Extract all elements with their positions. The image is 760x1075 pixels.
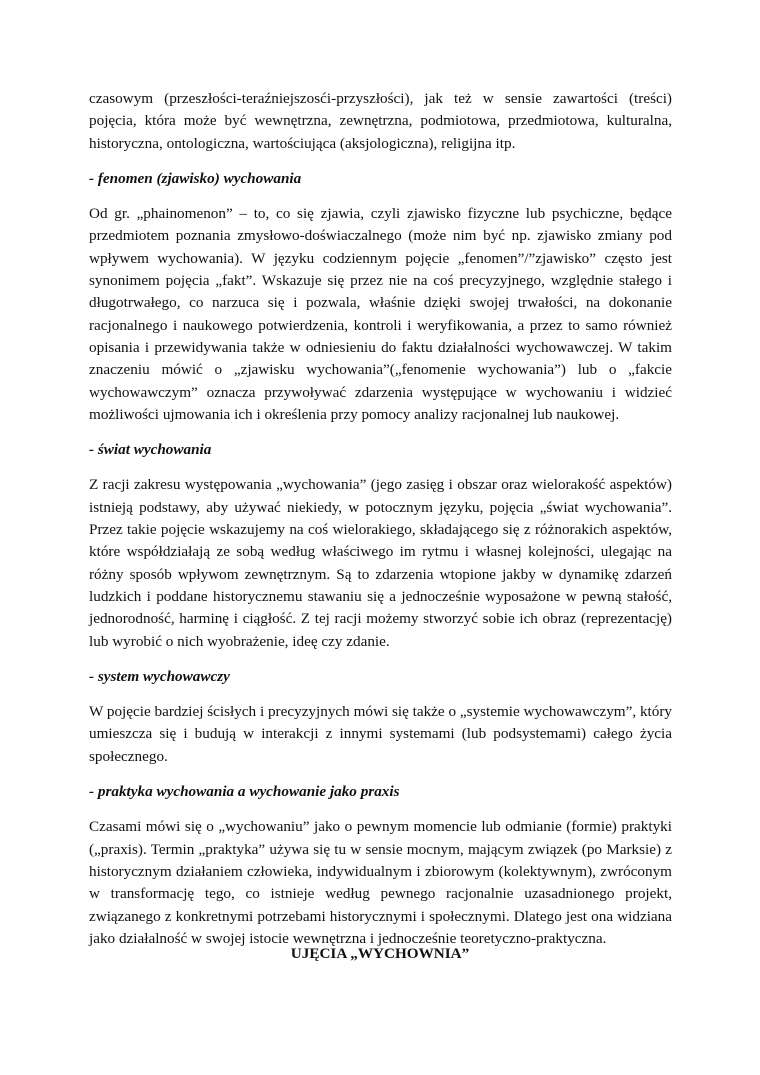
section-title: UJĘCIA „WYCHOWNIA”	[290, 945, 470, 962]
heading-system: - system wychowawczy	[89, 667, 230, 685]
paragraph-swiat: Z racji zakresu występowania „wychowania” (jego zasięg i obszar oraz wielorakość aspektów) istnieją podstawy, aby używać niekiedy, w potocznym języku, pojęcia „świat wychowania”. Przez takie pojęcie wskazujemy na coś wielorakiego, składającego się z różnorakich aspektów, które współdziałają ze sobą według właściwego im rytmu i własnej kolejności, ulegając na różny sposób wpływom zewnętrznym. Są to zdarzenia wtopione jakby w dynamikę zdarzeń ludzkich i poddane historycznemu stawaniu się a jednocześnie wyposażone w pewną stałość, jednorodność, harminę i ciągłość. Z tej racji możemy stworzyć sobie ich obraz (reprezentację) lub wyrobić o nich wyobrażenie, ideę czy zdanie.	[89, 476, 672, 650]
heading-swiat: - świat wychowania	[89, 441, 212, 459]
heading-praktyka: - praktyka wychowania a wychowanie jako praxis	[89, 783, 400, 801]
intro-paragraph: czasowym (przeszłości-teraźniejszosći-przyszłości), jak też w sensie zawartości (treści) pojęcia, która może być wewnętrzna, zewnętrzna, podmiotowa, przedmiotowa, kulturalna, historyczna, ontologiczna, wartościująca (aksjologiczna), religijna itp.	[89, 90, 672, 152]
paragraph-fenomen: Od gr. „phainomenon” – to, co się zjawia, czyli zjawisko fizyczne lub psychiczne, będące przedmiotem poznania zmysłowo-doświaczalnego (może nim być np. zjawisko zmiany pod wpływem wychowania). W języku codziennym pojęcie „fenomen”/”zjawisko” często jest synonimem pojęcia „fakt”. Wskazuje się przez nie na coś precyzyjnego, względnie stałego i długotrwałego, co narzuca się i pozwala, właśnie dzięki swojej trwałości, na dokonanie racjonalnego i naukowego potwierdzenia, kontroli i weryfikowania, a przez to samo również opisania i przewidywania także w odniesieniu do faktu działalności wychowawczej. W takim znaczeniu mówić o „zjawisku wychowania”(„fenomenie wychowania”) lub o „fakcie wychowawczym” oznacza przywoływać zdarzenia występujące w wychowaniu i widzieć możliwości ujmowania ich i określenia przy pomocy analizy racjonalnej lub naukowej.	[89, 205, 672, 423]
document-page	[89, 88, 672, 950]
heading-fenomen: - fenomen (zjawisko) wychowania	[89, 169, 302, 187]
paragraph-system: W pojęcie bardziej ścisłych i precyzyjnych mówi się także o „systemie wychowawczym”, który umieszcza się i budują w interakcji z innymi systemami (lub podsystemami) całego życia społecznego.	[89, 703, 672, 765]
paragraph-praktyka: Czasami mówi się o „wychowaniu” jako o pewnym momencie lub odmianie (formie) praktyki („praxis). Termin „praktyka” używa się tu w sensie mocnym, mającym związek (po Marksie) z historycznym działaniem człowieka, indywidualnym i zbiorowym (kolektywnym), zwróconym w transformację tego, co istnieje według pewnego racjonalnie uzasadnionego projekt, związanego z konkretnymi potrzebami historycznymi i społecznymi. Dlatego jest ona widziana jako działalność w swojej istocie wewnętrzna i jednocześnie teoretyczno-praktyczna.	[89, 818, 672, 947]
